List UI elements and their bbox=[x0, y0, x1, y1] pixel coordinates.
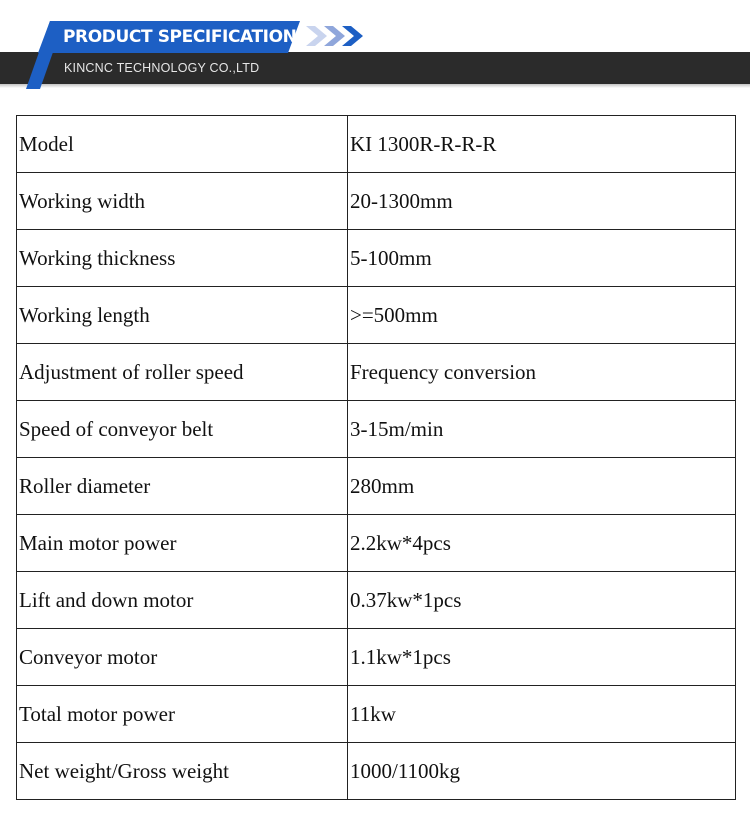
spec-param-cell: Speed of conveyor belt bbox=[17, 401, 348, 458]
spec-row bbox=[17, 401, 736, 458]
spec-row bbox=[17, 230, 736, 287]
spec-row bbox=[17, 572, 736, 629]
spec-value-cell: 11kw bbox=[348, 686, 736, 743]
spec-param-cell: Lift and down motor bbox=[17, 572, 348, 629]
spec-value-cell: 3-15m/min bbox=[348, 401, 736, 458]
spec-value-cell: 20-1300mm bbox=[348, 173, 736, 230]
spec-param-cell: Conveyor motor bbox=[17, 629, 348, 686]
banner-title: PRODUCT SPECIFICATION bbox=[63, 27, 297, 47]
spec-row bbox=[17, 173, 736, 230]
spec-param-cell: Working length bbox=[17, 287, 348, 344]
spec-param-cell: Adjustment of roller speed bbox=[17, 344, 348, 401]
spec-param-cell: Total motor power bbox=[17, 686, 348, 743]
chevron-dark-icon bbox=[342, 26, 363, 46]
spec-value-cell: 0.37kw*1pcs bbox=[348, 572, 736, 629]
banner-shadow bbox=[0, 84, 750, 88]
spec-param-cell: Net weight/Gross weight bbox=[17, 743, 348, 800]
spec-row bbox=[17, 515, 736, 572]
company-name: KINCNC TECHNOLOGY CO.,LTD bbox=[64, 61, 260, 75]
spec-value-cell: 1000/1100kg bbox=[348, 743, 736, 800]
chevron-light-icon bbox=[306, 26, 327, 46]
chevron-medium-icon bbox=[324, 26, 345, 46]
spec-row bbox=[17, 116, 736, 173]
spec-value-cell: KI 1300R-R-R-R bbox=[348, 116, 736, 173]
spec-value-cell: Frequency conversion bbox=[348, 344, 736, 401]
spec-row bbox=[17, 629, 736, 686]
spec-value-cell: 280mm bbox=[348, 458, 736, 515]
specification-table bbox=[16, 115, 736, 800]
spec-param-cell: Roller diameter bbox=[17, 458, 348, 515]
spec-banner bbox=[0, 0, 750, 95]
spec-row bbox=[17, 458, 736, 515]
spec-row bbox=[17, 344, 736, 401]
specification-table-body bbox=[17, 116, 736, 800]
spec-value-cell: >=500mm bbox=[348, 287, 736, 344]
spec-value-cell: 2.2kw*4pcs bbox=[348, 515, 736, 572]
spec-param-cell: Model bbox=[17, 116, 348, 173]
spec-param-cell: Working width bbox=[17, 173, 348, 230]
spec-param-cell: Main motor power bbox=[17, 515, 348, 572]
spec-row bbox=[17, 686, 736, 743]
spec-value-cell: 1.1kw*1pcs bbox=[348, 629, 736, 686]
spec-row bbox=[17, 743, 736, 800]
spec-param-cell: Working thickness bbox=[17, 230, 348, 287]
spec-row bbox=[17, 287, 736, 344]
spec-value-cell: 5-100mm bbox=[348, 230, 736, 287]
triple-chevron-right-icon bbox=[306, 24, 368, 48]
